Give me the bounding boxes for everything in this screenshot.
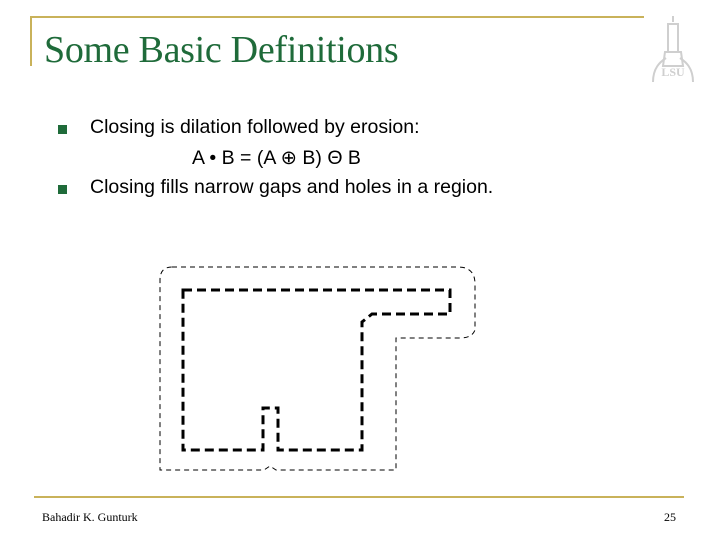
footer-rule — [34, 496, 684, 498]
header-rule — [30, 16, 644, 18]
closed-region-outline — [183, 290, 450, 450]
bullet-text: Closing is dilation followed by erosion: — [90, 116, 420, 138]
page-number: 25 — [664, 510, 676, 524]
dilated-region-outline — [160, 267, 475, 470]
header-left-rule — [30, 16, 32, 66]
lsu-tower-logo — [648, 12, 698, 84]
bullet-text: Closing fills narrow gaps and holes in a region. — [90, 176, 494, 198]
svg-text:LSU: LSU — [661, 65, 685, 79]
closing-formula: A • B = (A ⊕ B) Θ B — [192, 147, 361, 169]
bullet-marker — [58, 185, 67, 194]
bullet-marker — [58, 125, 67, 134]
closing-illustration — [150, 260, 480, 475]
slide-title: Some Basic Definitions — [44, 29, 399, 71]
footer-author: Bahadir K. Gunturk — [42, 510, 138, 524]
